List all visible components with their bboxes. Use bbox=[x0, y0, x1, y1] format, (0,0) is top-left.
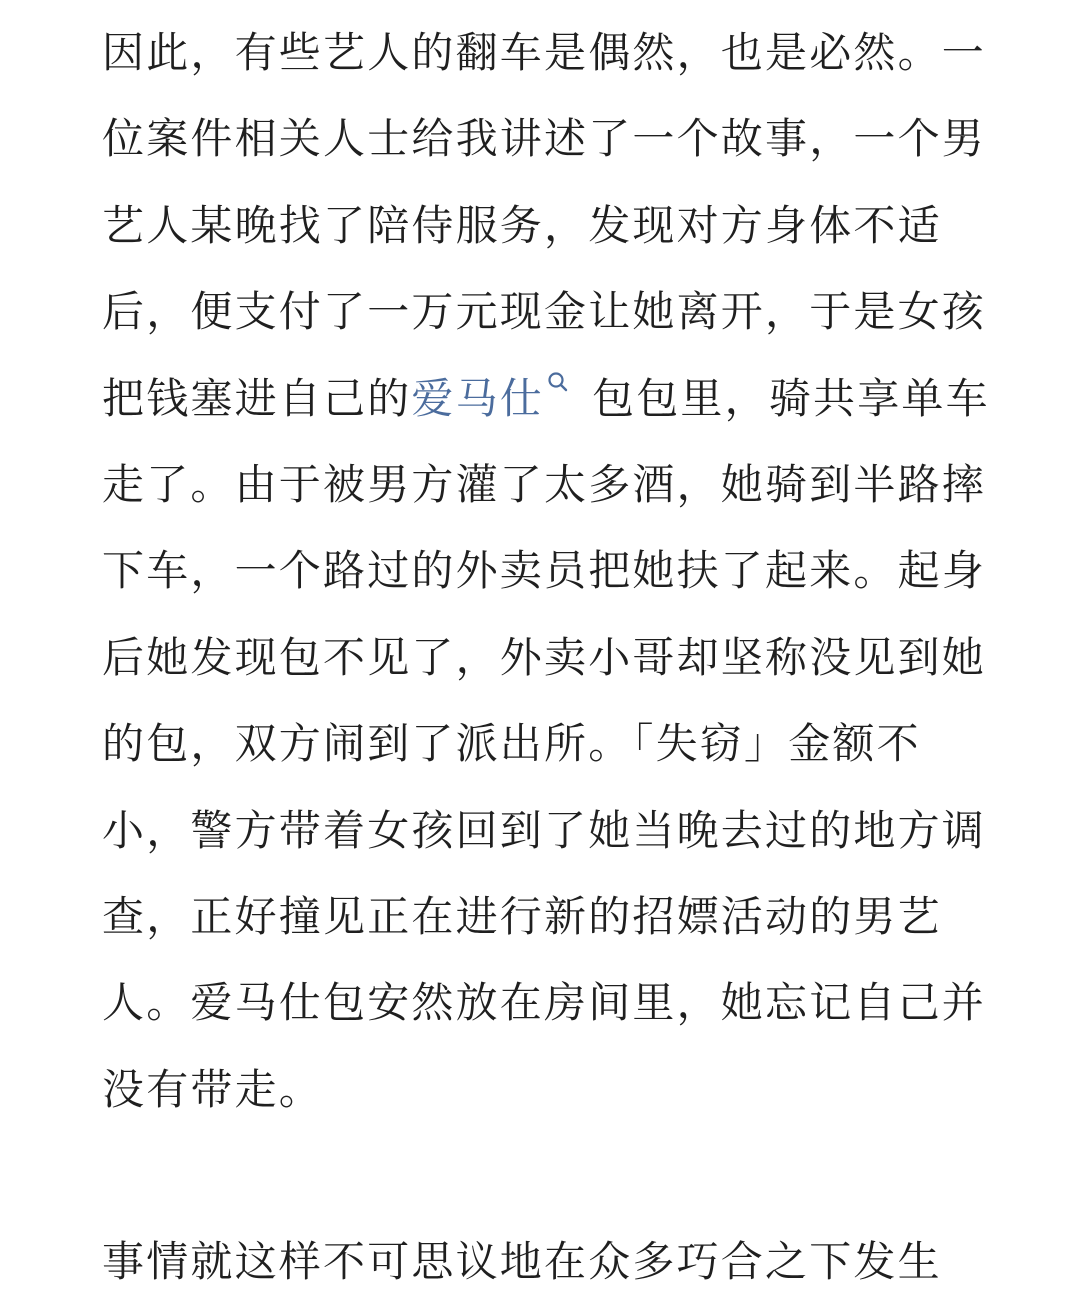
text-line: 事情就这样不可思议地在众多巧合之下发生 bbox=[102, 1237, 942, 1287]
text-segment: 把钱塞进自己的 bbox=[102, 373, 412, 423]
text-line: 后她发现包不见了，外卖小哥却坚称没见到她 bbox=[102, 632, 987, 682]
text-line: 因此，有些艺人的翻车是偶然，也是必然。一 bbox=[102, 28, 987, 77]
text-line: 下车，一个路过的外卖员把她扶了起来。起身 bbox=[102, 546, 987, 596]
text-line: 小，警方带着女孩回到了她当晚去过的地方调 bbox=[102, 805, 987, 855]
keyword-link-hermes[interactable]: 爱马仕 bbox=[411, 373, 545, 423]
paragraph-1 bbox=[102, 10, 990, 1133]
paragraph-spacer bbox=[102, 1133, 982, 1219]
text-line: 后，便支付了一万元现金让她离开，于是女孩 bbox=[102, 287, 987, 337]
text-line: 人。爱马仕包安然放在房间里，她忘记自己并 bbox=[102, 978, 987, 1028]
text-line: 没有带走。 bbox=[102, 1064, 324, 1114]
text-line: 艺人某晚找了陪侍服务，发现对方身体不适 bbox=[102, 200, 942, 250]
text-line: 查，正好撞见正在进行新的招嫖活动的男艺 bbox=[102, 891, 942, 941]
paragraph-2 bbox=[102, 1219, 982, 1305]
article-body bbox=[102, 10, 990, 1305]
text-line: 位案件相关人士给我讲述了一个故事，一个男 bbox=[102, 114, 987, 164]
text-line: 走了。由于被男方灌了太多酒，她骑到半路摔 bbox=[102, 459, 987, 509]
text-line: 的包，双方闹到了派出所。「失窃」金额不 bbox=[102, 719, 921, 769]
text-line-with-link bbox=[102, 356, 990, 442]
search-icon[interactable] bbox=[546, 370, 572, 400]
text-segment: 包包里，骑共享单车 bbox=[592, 373, 990, 423]
